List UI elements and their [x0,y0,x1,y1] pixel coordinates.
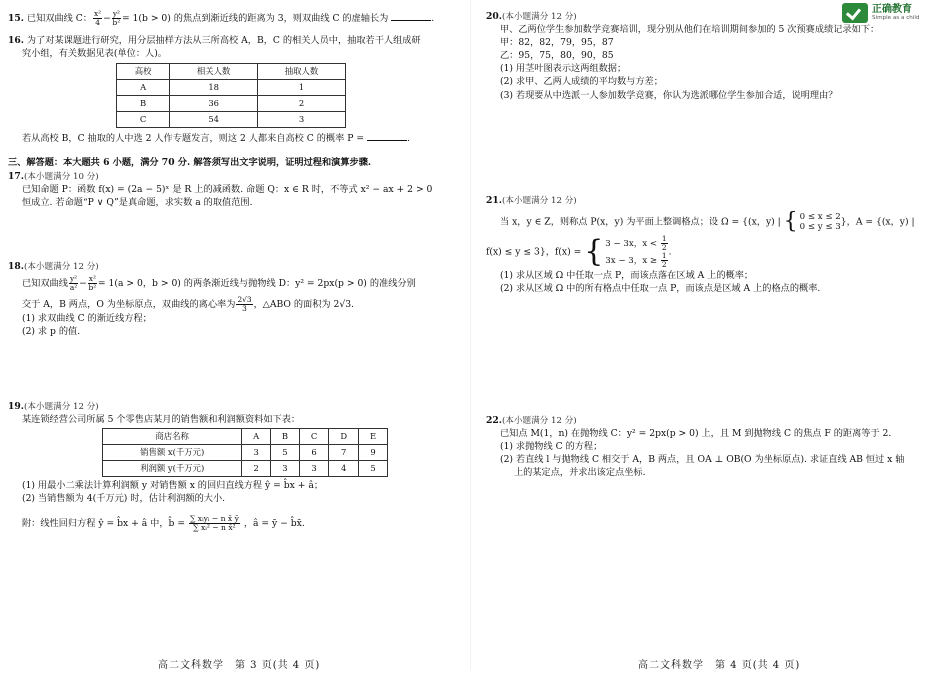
q22-line1: 已知点 M(1，n) 在抛物线 C：y² = 2px(p > 0) 上，且 M 到抛物线 C 的焦点 F 的距离等于 2. [500,428,892,440]
table-header-cell: 相关人数 [170,64,258,80]
q21-sub1: (1) 求从区域 Ω 中任取一点 P，而该点落在区域 A 上的概率； [500,270,754,282]
q16-table [116,63,346,128]
logo-cn: 正确教育 [872,4,912,16]
table-cell: C [117,112,170,128]
table-cell: 3 [271,461,300,477]
question-22 [486,414,938,479]
q18-text1: = 1(a > 0，b > 0) 的两条渐近线与抛物线 D：y² = 2px(p > 0) 的准线分别 [97,277,416,289]
q20-sub3: (3) 若现要从中选派一人参加数学竞赛，你认为选派哪位学生参加合适，说明理由？ [500,89,838,101]
table-cell: 5 [359,461,388,477]
q19-sub2: (2) 当销售额为 4(千万元) 时，估计利润额的大小. [22,493,226,505]
q18-number: 18. [8,261,24,272]
q22-sub2b: 上的某定点，并求出该定点坐标. [514,467,646,479]
table-header-cell: C [299,429,328,445]
section-3-heading: 三、解答题：本大题共 6 小题，满分 70 分. 解答须写出文字说明，证明过程和演算步骤. [8,157,372,168]
table-cell: 利润额 y(千万元) [103,461,242,477]
q16-text3: 若从高校 B，C 抽取的人中选 2 人作专题发言，则这 2 人都来自高校 C 的概率 P = [22,133,365,145]
q17-line2: 恒成立. 若命题“P ∨ Q”是真命题，求实数 a 的取值范围. [22,197,253,209]
table-header-cell: 抽取人数 [258,64,346,80]
table-cell: 18 [170,80,258,96]
table-cell: 7 [329,445,359,461]
table-header-row [117,64,346,80]
q20-line2: 甲：82，82，79，95，87 [500,37,614,49]
table-cell: 9 [359,445,388,461]
table-cell: 2 [258,96,346,112]
table-cell: B [117,96,170,112]
table-header-cell: 高校 [117,64,170,80]
q20-sub1: (1) 用茎叶图表示这两组数据； [500,63,627,75]
table-header-row [103,429,388,445]
q22-sub2a: (2) 若直线 l 与抛物线 C 相交于 A，B 两点，且 OA ⊥ OB(O 为坐标原点). 求证直线 AB 恒过 x 轴 [500,454,905,466]
table-header-cell: D [329,429,359,445]
q15-frac2: $\frac{\text{y²}}{\text{b²}}$ [112,9,121,27]
q18-score: (本小题满分 12 分) [23,262,99,272]
table-cell: 1 [258,80,346,96]
q21-piecewise-function: { 3 − 3x，x < $\frac{1}{2}$ 3x − 3，x ≥ $\frac{1}{2}$ [584,234,667,270]
table-header-cell: E [359,429,388,445]
q19-sub1: (1) 用最小二乘法计算利润额 y 对销售额 x 的回归直线方程 ŷ = b̂x + â； [22,480,324,492]
q16-number: 16. [8,35,24,46]
q17-line1: 已知命题 P：函数 f(x) = (2a − 5)ˣ 是 R 上的减函数. 命题 Q：x ∈ R 时，不等式 x² − ax + 2 > 0 [22,184,433,196]
q18-frac1: $\frac{\text{y²}}{\text{a²}}$ [69,274,78,292]
q15-post: = 1(b > 0) 的焦点到渐近线的距离为 3，则双曲线 C 的虚轴长为 [121,12,389,24]
q15-frac1: $\frac{\text{x²}}{4}$ [93,9,102,27]
table-header-cell: B [271,429,300,445]
question-16: 16. 为了对某课题进行研究，用分层抽样方法从三所高校 A，B，C 的相关人员中，抽取若干人组成研 究小组，有关数据见表(单位：人)。 高校 相关人数 抽取人数 A 18 1 B 36 2 C 54 3 若从高校 B，C 抽取的人中选 2 人作专题发言，则这 2 人都来自高校 C 的概率 P = . [8,34,460,145]
q22-sub1: (1) 求抛物线 C 的方程； [500,441,603,453]
q18-eccentricity-frac: $\frac{2√3}{3}$ [237,294,252,313]
table-header-cell: 商店名称 [103,429,242,445]
page-divider [470,0,471,670]
q20-score: (本小题满分 12 分) [501,12,577,22]
table-cell: 54 [170,112,258,128]
q18-sub1: (1) 求双曲线 C 的渐近线方程； [22,313,152,325]
question-18: 18.(本小题满分 12 分) 已知双曲线 $\frac{\text{y²}}{\text{a²}}$ − $\frac{\text{x²}}{\text{b²}}$ = 1(a > 0，b > 0) 的两条渐近线与抛物线 D：y² = 2px(p > 0) 的准线分别 交于 A，B 两点，O 为坐标原点，双曲线的离心率为 $\frac{2√3}{3}$ ，△ABO 的面积为 2√3. (1) 求双曲线 C 的渐近线方程； (2) 求 p 的值. [8,260,460,338]
q16-text1: 为了对某课题进行研究，用分层抽样方法从三所高校 A，B，C 的相关人员中，抽取若干人组成研 [26,35,421,46]
q22-score: (本小题满分 12 分) [501,416,577,426]
question-15: 15. 已知双曲线 C： $\frac{\text{x²}}{4}$ − $\frac{\text{y²}}{\text{b²}}$ = 1(b > 0) 的焦点到渐近线的距离为 3，则双曲线 C 的虚轴长为 . [8,9,435,27]
table-cell: 5 [271,445,300,461]
table-cell: 3 [242,445,271,461]
q20-line3: 乙：95，75，80，90，85 [500,50,614,62]
q20-sub2: (2) 求甲、乙两人成绩的平均数与方差； [500,76,663,88]
q18-sub2: (2) 求 p 的值. [22,326,81,338]
table-row [117,112,346,128]
q18-text2: 交于 A，B 两点，O 为坐标原点，双曲线的离心率为 [22,298,236,310]
table-row [117,80,346,96]
table-cell: A [117,80,170,96]
q15-number: 15. [8,12,24,24]
q18-frac2: $\frac{\text{x²}}{\text{b²}}$ [88,274,97,292]
question-19 [8,400,460,532]
table-cell: 2 [242,461,271,477]
left-page [8,8,460,671]
table-cell: 36 [170,96,258,112]
q21-number: 21. [486,195,502,206]
q19-intro: 某连锁经营公司所属 5 个零售店某月的销售额和利润额资料如下表： [22,414,301,426]
left-footer: 高二文科数学 第 3 页(共 4 页) [158,660,321,671]
table-cell: 销售额 x(千万元) [103,445,242,461]
q19-table [102,428,388,477]
q19-formula-note: 附：线性回归方程 ŷ = b̂x + â 中，b̂ = $\frac{\text{∑ xᵢyᵢ − n x̄ ȳ}}{\text{∑ xᵢ² − n x̄²}}$ ，â = ȳ − b̂x̄. [22,514,305,533]
q17-score: (本小题满分 10 分) [23,172,99,182]
q16-answer-blank [367,131,407,141]
q20-number: 20. [486,11,502,22]
q21-sub2: (2) 求从区域 Ω 中的所有格点中任取一点 P，而该点是区域 A 上的格点的概率. [500,283,821,295]
q19-regression-frac: $\frac{\text{∑ xᵢyᵢ − n x̄ ȳ}}{\text{∑ xᵢ² − n x̄²}}$ [189,514,239,533]
question-20 [486,10,938,102]
table-cell: 4 [329,461,359,477]
q21-omega-conditions: { 0 ≤ x ≤ 2 0 ≤ y ≤ 3 [783,209,841,235]
table-row [103,445,388,461]
table-row [103,461,388,477]
logo-en: Simple as a child [872,15,920,22]
table-row [117,96,346,112]
table-header-cell: A [242,429,271,445]
q20-line1: 甲、乙两位学生参加数学竞赛培训，现分别从他们在培训期间参加的 5 次预赛成绩记录如下： [500,24,880,36]
q19-score: (本小题满分 12 分) [23,402,99,412]
question-21: 21.(本小题满分 12 分) 当 x，y ∈ Z，则称点 P(x，y) 为平面上整调格点；设 Ω = {(x，y) | { 0 ≤ x ≤ 2 0 ≤ y ≤ 3 }，A = {(x，y) | f(x) ≤ y ≤ 3}，f(x) = { 3 − 3x，x < $\frac{1}{2}$ 3x − 3，x ≥ $\frac{1}{2}$ . (1) 求从区域 Ω 中任取一点 P，而该点落在区域 A 上的概率； (2) 求从区域 Ω 中的所有格点中任取一点 P，而该点是区域 A 上的格点的概率. [486,194,938,296]
table-cell: 6 [299,445,328,461]
q21-score: (本小题满分 12 分) [501,196,577,206]
q15-answer-blank [391,11,431,21]
q15-pre: 已知双曲线 C： [26,12,92,24]
question-17 [8,170,460,209]
q17-number: 17. [8,171,24,182]
table-cell: 3 [299,461,328,477]
right-page [486,8,938,671]
right-footer: 高二文科数学 第 4 页(共 4 页) [638,660,801,671]
q19-number: 19. [8,401,24,412]
table-cell: 3 [258,112,346,128]
q16-text2: 究小组，有关数据见表(单位：人)。 [22,48,167,60]
q22-number: 22. [486,415,502,426]
